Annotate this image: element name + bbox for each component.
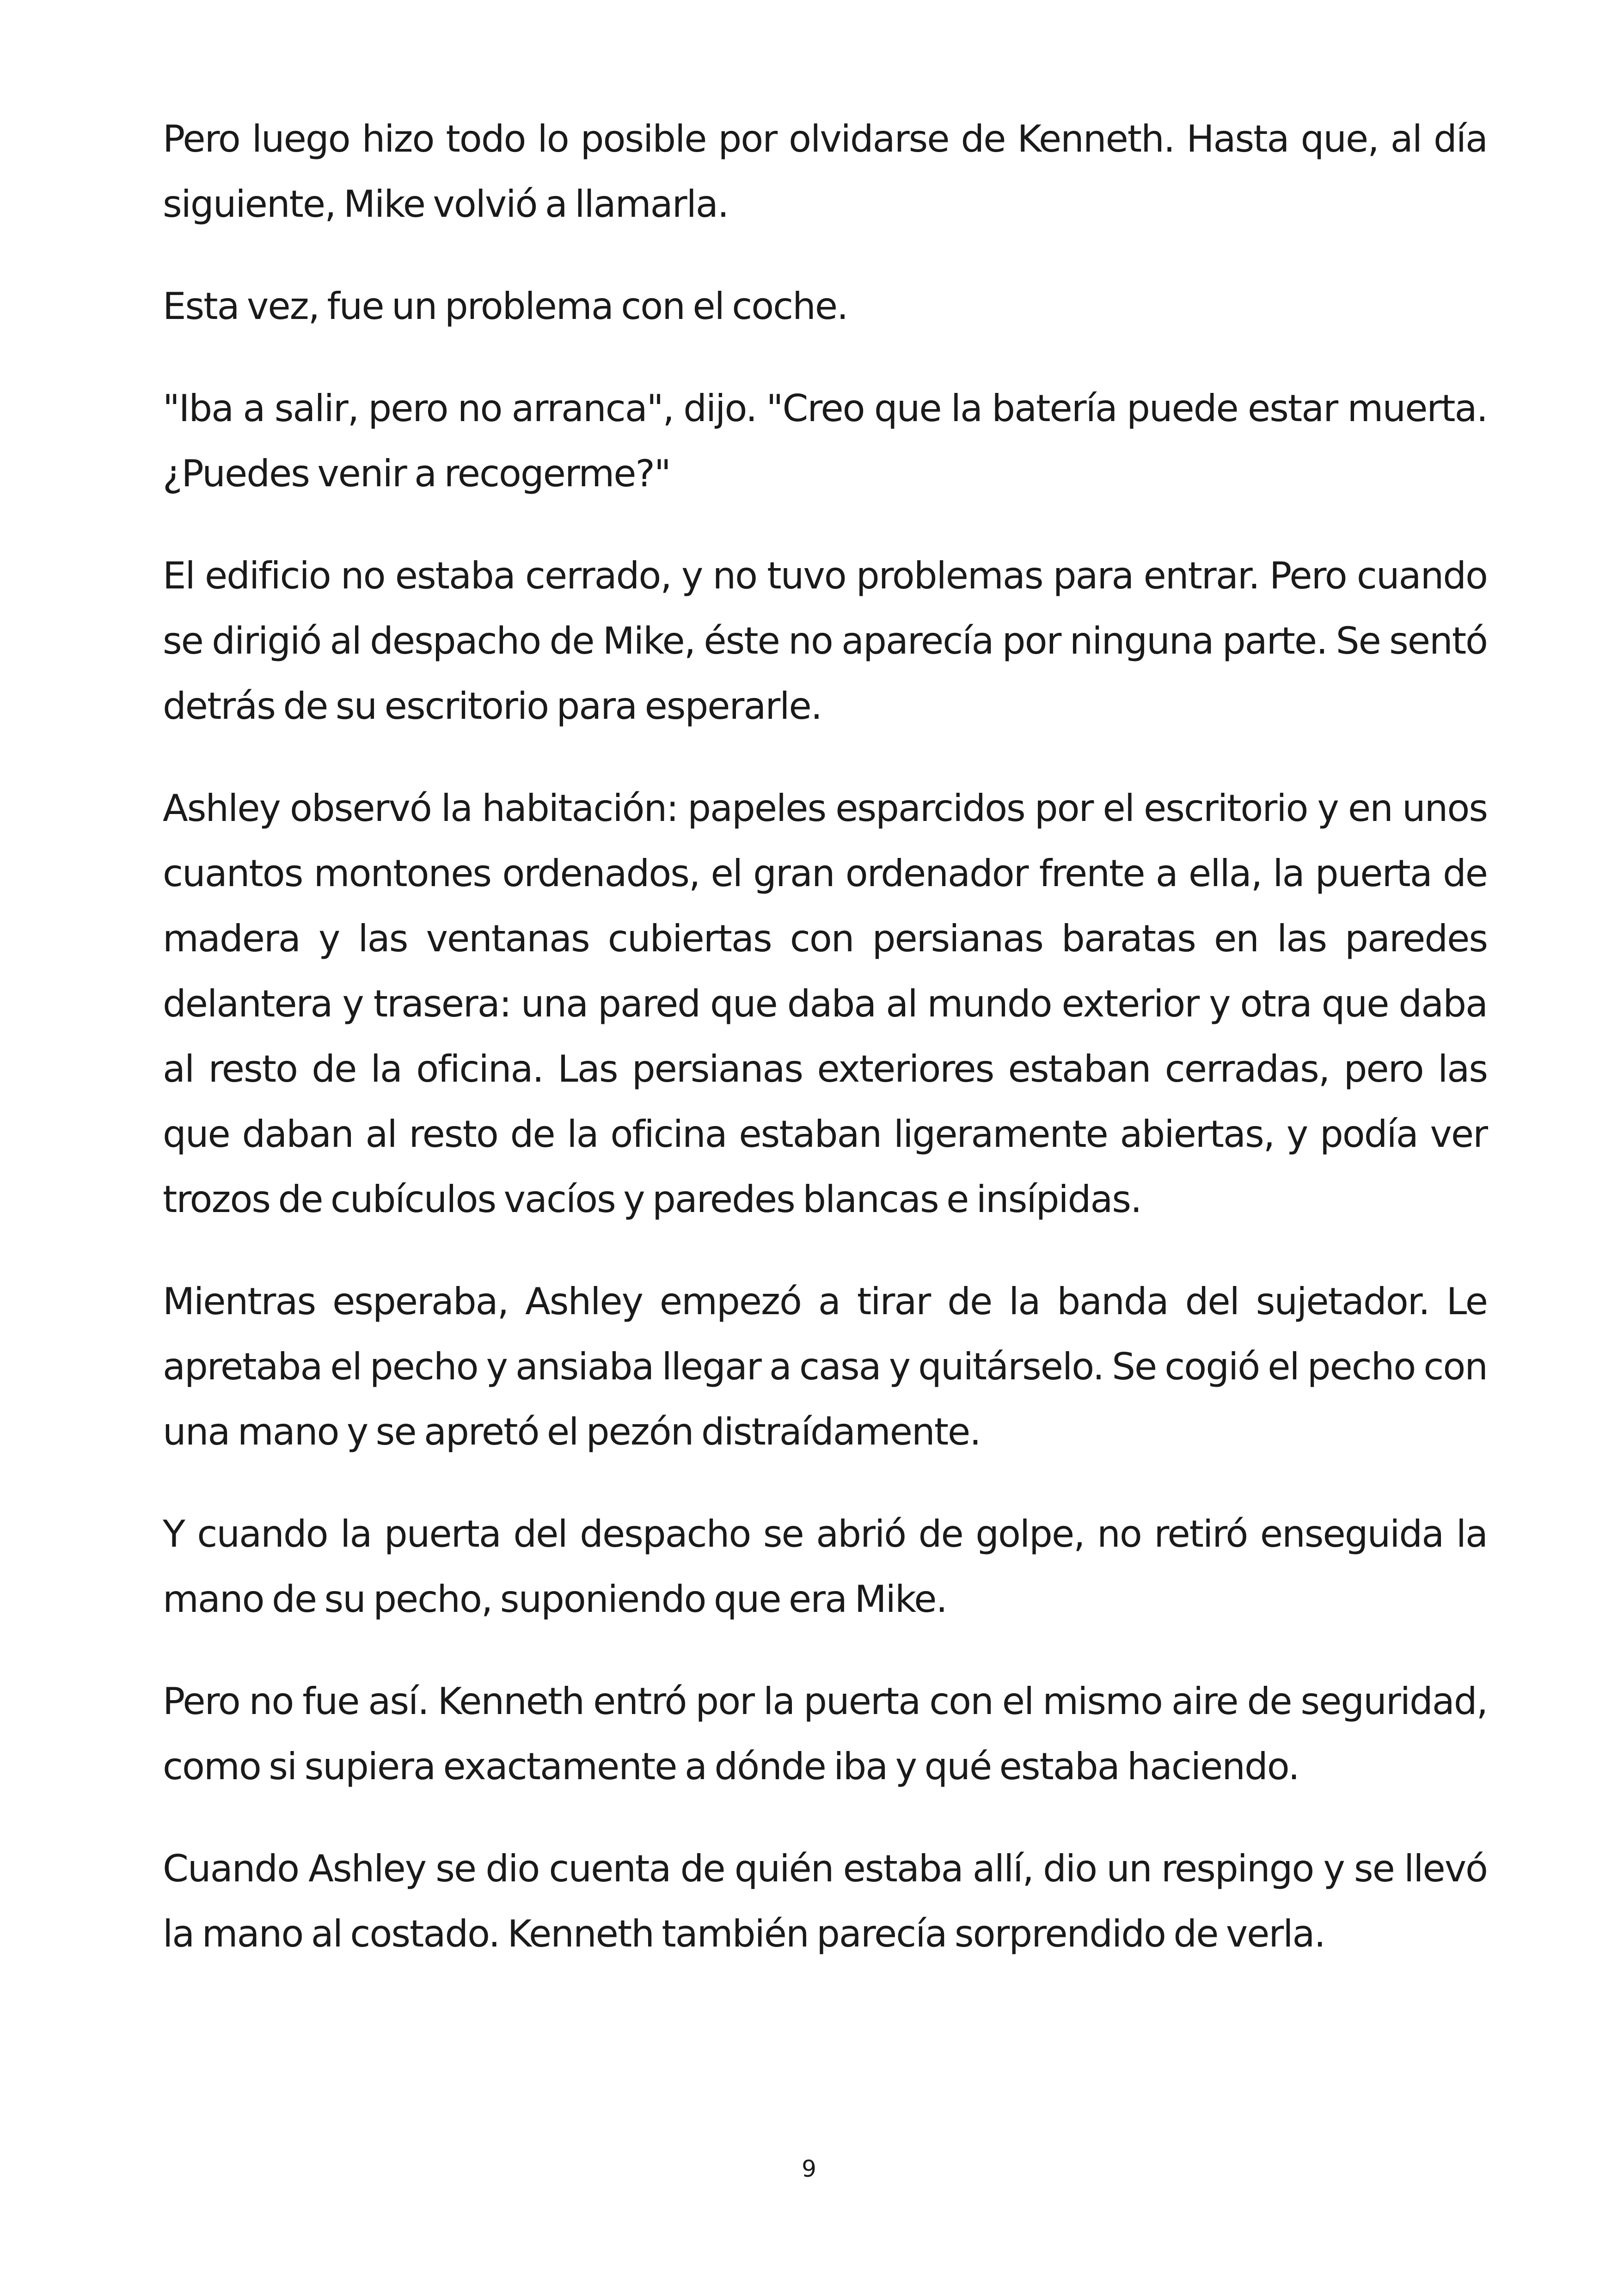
paragraph: "Iba a salir, pero no arranca", dijo. "Creo que la batería puede estar muerta. ¿Puedes venir a recogerme?"	[163, 387, 1487, 495]
paragraph: Esta vez, fue un problema con el coche.	[163, 285, 848, 328]
paragraph: Pero no fue así. Kenneth entró por la puerta con el mismo aire de seguridad, como si supiera exactamente a dónde iba y qué estaba haciendo.	[163, 1680, 1487, 1788]
paragraph: Mientras esperaba, Ashley empezó a tirar de la banda del sujetador. Le apretaba el pecho y ansiaba llegar a casa y quitárselo. Se cogió el pecho con una mano y se apretó el pezón distraídamente.	[163, 1280, 1487, 1453]
body-text	[163, 106, 1487, 2003]
paragraph: Cuando Ashley se dio cuenta de quién estaba allí, dio un respingo y se llevó la mano al costado. Kenneth también parecía sorprendido de verla.	[163, 1847, 1487, 1955]
paragraph: Y cuando la puerta del despacho se abrió de golpe, no retiró enseguida la mano de su pecho, suponiendo que era Mike.	[163, 1512, 1487, 1621]
paragraph: El edificio no estaba cerrado, y no tuvo problemas para entrar. Pero cuando se dirigió al despacho de Mike, éste no aparecía por ninguna parte. Se sentó detrás de su escritorio para esperarle.	[163, 554, 1487, 728]
paragraph: Pero luego hizo todo lo posible por olvidarse de Kenneth. Hasta que, al día siguiente, Mike volvió a llamarla.	[163, 117, 1487, 226]
page-number: 9	[802, 2155, 816, 2182]
paragraph: Ashley observó la habitación: papeles esparcidos por el escritorio y en unos cuantos montones ordenados, el gran ordenador frente a ella, la puerta de madera y las ventanas cubiertas con persianas baratas en las paredes delantera y trasera: una pared que daba al mundo exterior y otra que daba al resto de la oficina. Las persianas exteriores estaban cerradas, pero las que daban al resto de la oficina estaban ligeramente abiertas, y podía ver trozos de cubículos vacíos y paredes blancas e insípidas.	[163, 787, 1487, 1221]
